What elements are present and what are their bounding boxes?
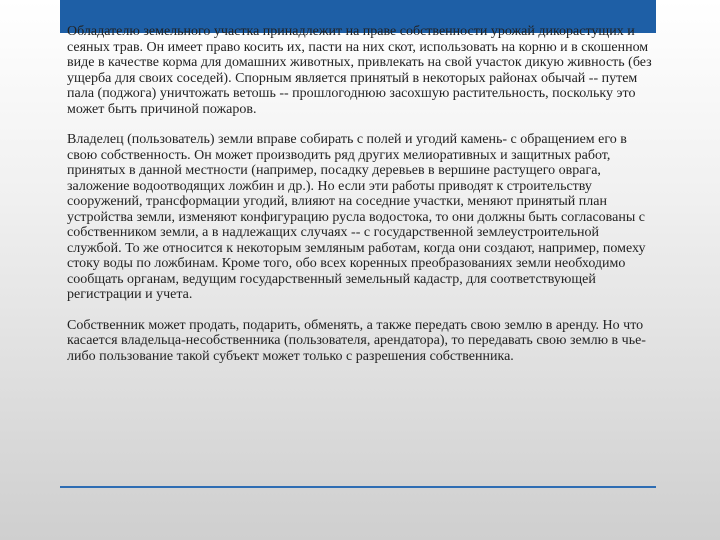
paragraph-improvements: Владелец (пользователь) земли вправе собирать с полей и угодий камень- с обращением его в свою собственность. Он может производить ряд других мелиоративных и защитных работ, принятых в данной местности (например, посадку деревьев в вершине растущего оврага, заложение водоотводящих ложбин и др.). Но если эти работы приводят к строительству сооружений, трансформации угодий, влияют на соседние участки, меняют принятый план устройства земли, изменяют конфигурацию русла водостока, то они должны быть согласованы с собственником земли, а в надлежащих случаях -- с государственной землеустроительной службой. То же относится к некоторым земляным работам, когда они создают, например, помеху стоку воды по ложбинам. Кроме того, обо всех коренных преобразованиях земли необходимо сообщать органам, ведущим государственный земельный кадастр, для соответствующей регистрации и учета. bbox=[67, 132, 646, 302]
paragraph-disposal: Собственник может продать, подарить, обменять, а также передать свою землю в аренду. Но что касается владельца-несобственника (пользователя, арендатора), то передавать свою землю в чье-либо пользование такой субъект может только с разрешения собственника. bbox=[67, 317, 646, 364]
footer-divider bbox=[60, 486, 656, 488]
paragraph-crops: Обладателю земельного участка принадлежит на праве собственности урожай дикорастущих и сеяных трав. Он имеет право косить их, пасти на них скот, использовать на корню и в скошенном виде в качестве корма для домашних животных, привлекать на свой участок дикую живность (без ущерба для своих соседей). Спорным является принятый в некоторых районах обычай -- путем пала (поджога) уничтожать ветошь -- прошлогоднюю засохшую растительность, поскольку это может быть причиной пожаров. bbox=[67, 24, 652, 117]
slide-body bbox=[67, 24, 657, 364]
